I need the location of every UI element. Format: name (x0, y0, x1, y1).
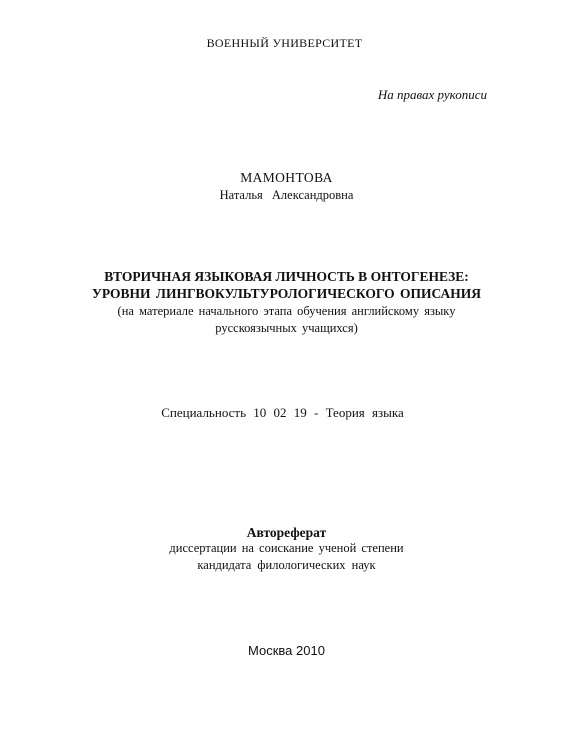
title-line-2: УРОВНИ ЛИНГВОКУЛЬТУРОЛОГИЧЕСКОГО ОПИСАНИЯ (91, 286, 482, 301)
subtitle-line-2: русскоязычных учащихся) (215, 321, 358, 335)
manuscript-rights-note: На правах рукописи (377, 87, 487, 102)
specialty-line: Специальность 10 02 19 - Теория языка (161, 405, 404, 420)
author-surname: МАМОНТОВА (240, 170, 333, 185)
degree-line-2: кандидата филологических наук (197, 558, 376, 572)
abstract-label: Автореферат (246, 525, 327, 540)
title-line-1: ВТОРИЧНАЯ ЯЗЫКОВАЯ ЛИЧНОСТЬ В ОНТОГЕНЕЗЕ: (104, 269, 469, 284)
degree-line-1: диссертации на соискание ученой степени (169, 541, 404, 555)
place-and-year: Москва 2010 (248, 643, 325, 658)
subtitle-line-1: (на материале начального этапа обучения английскому языку (117, 304, 456, 318)
author-given-names: Наталья Александровна (219, 188, 354, 202)
organization-name: ВОЕННЫЙ УНИВЕРСИТЕТ (206, 36, 363, 50)
